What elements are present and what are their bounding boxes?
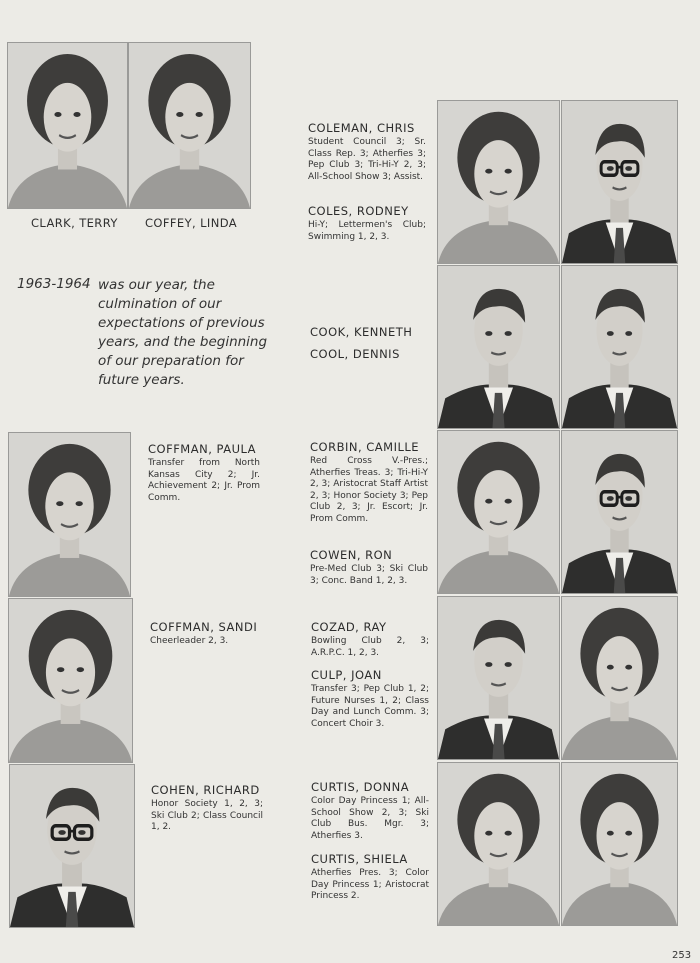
- student-activities: Honor Society 1, 2, 3; Ski Club 2; Class Council 1, 2.: [151, 799, 263, 832]
- portrait-photo-coles-rodney: [561, 100, 678, 264]
- portrait-photo-cohen-richard: [9, 764, 135, 928]
- student-name-coffey-linda: COFFEY, LINDA: [145, 216, 238, 230]
- student-entry-cook-kenneth: [310, 325, 428, 341]
- student-name: COOL, DENNIS: [310, 347, 400, 361]
- portrait-photo-culp-joan: [561, 596, 678, 760]
- student-entry-cowen-ron: [310, 548, 428, 587]
- portrait-photo-coleman-chris: [437, 100, 560, 264]
- student-name: CORBIN, CAMILLE: [310, 440, 420, 454]
- student-entry-curtis-donna: [311, 780, 429, 842]
- student-activities: Cheerleader 2, 3.: [150, 636, 229, 646]
- student-entry-coffman-sandi: [150, 620, 262, 648]
- student-entry-culp-joan: [311, 668, 429, 730]
- student-entry-cool-dennis: [310, 347, 428, 363]
- portrait-photo-cozad-ray: [437, 596, 560, 760]
- student-name: COWEN, RON: [310, 548, 393, 562]
- student-activities: Atherfies Pres. 3; Color Day Princess 1; Aristocrat Princess 2.: [311, 868, 429, 901]
- student-entry-cozad-ray: [311, 620, 429, 659]
- student-name: COOK, KENNETH: [310, 325, 413, 339]
- portrait-photo-curtis-shiela: [561, 762, 678, 926]
- portrait-photo-cool-dennis: [561, 265, 678, 429]
- student-name: CULP, JOAN: [311, 668, 382, 682]
- student-activities: Red Cross V.-Pres.; Atherfies Treas. 3; Tri-Hi-Y 2, 3; Aristocrat Staff Artist 2, 3; Honor Society 3; Pep Club 2, 3; Jr. Escort; Jr. Prom Comm.: [310, 456, 428, 524]
- student-name-clark-terry: CLARK, TERRY: [31, 216, 118, 230]
- student-entry-coleman-chris: [308, 121, 426, 183]
- student-name: COZAD, RAY: [311, 620, 387, 634]
- student-entry-cohen-richard: [151, 783, 263, 834]
- student-name: COFFMAN, PAULA: [148, 442, 257, 456]
- portrait-photo-curtis-donna: [437, 762, 560, 926]
- portrait-photo-clark-terry: [7, 42, 128, 209]
- intro-year: 1963-1964: [17, 276, 91, 292]
- student-entry-corbin-camille: [310, 440, 428, 525]
- student-name: CURTIS, DONNA: [311, 780, 410, 794]
- student-activities: Pre-Med Club 3; Ski Club 3; Conc. Band 1, 2, 3.: [310, 564, 428, 586]
- student-activities: Color Day Princess 1; All-School Show 2, 3; Ski Club Bus. Mgr. 3; Atherfies 3.: [311, 796, 429, 841]
- portrait-photo-coffey-linda: [128, 42, 251, 209]
- student-activities: Transfer from North Kansas City 2; Jr. Achievement 2; Jr. Prom Comm.: [148, 458, 260, 503]
- student-activities: Hi-Y; Lettermen's Club; Swimming 1, 2, 3.: [308, 220, 426, 242]
- portrait-photo-cowen-ron: [561, 430, 678, 594]
- student-activities: Transfer 3; Pep Club 1, 2; Future Nurses 1, 2; Class Day and Lunch Comm. 3; Concert Choir 3.: [311, 684, 429, 729]
- student-activities: Student Council 3; Sr. Class Rep. 3; Atherfies 3; Pep Club 3; Tri-Hi-Y 2, 3; All-School Show 3; Assist.: [308, 137, 426, 182]
- student-name: COLES, RODNEY: [308, 204, 409, 218]
- student-entry-coles-rodney: [308, 204, 426, 243]
- intro-text: was our year, the culmination of our expectations of previous years, and the beginning of our preparation for future years.: [98, 277, 268, 388]
- portrait-photo-cook-kenneth: [437, 265, 560, 429]
- student-activities: Bowling Club 2, 3; A.R.P.C. 1, 2, 3.: [311, 636, 429, 658]
- student-entry-curtis-shiela: [311, 852, 429, 903]
- portrait-photo-corbin-camille: [437, 430, 560, 594]
- student-entry-coffman-paula: [148, 442, 260, 504]
- portrait-photo-coffman-sandi: [8, 598, 133, 763]
- page-number: 253: [672, 950, 692, 961]
- student-name: COFFMAN, SANDI: [150, 620, 258, 634]
- student-name: COLEMAN, CHRIS: [308, 121, 415, 135]
- portrait-photo-coffman-paula: [8, 432, 131, 597]
- student-name: COHEN, RICHARD: [151, 783, 260, 797]
- student-name: CURTIS, SHIELA: [311, 852, 408, 866]
